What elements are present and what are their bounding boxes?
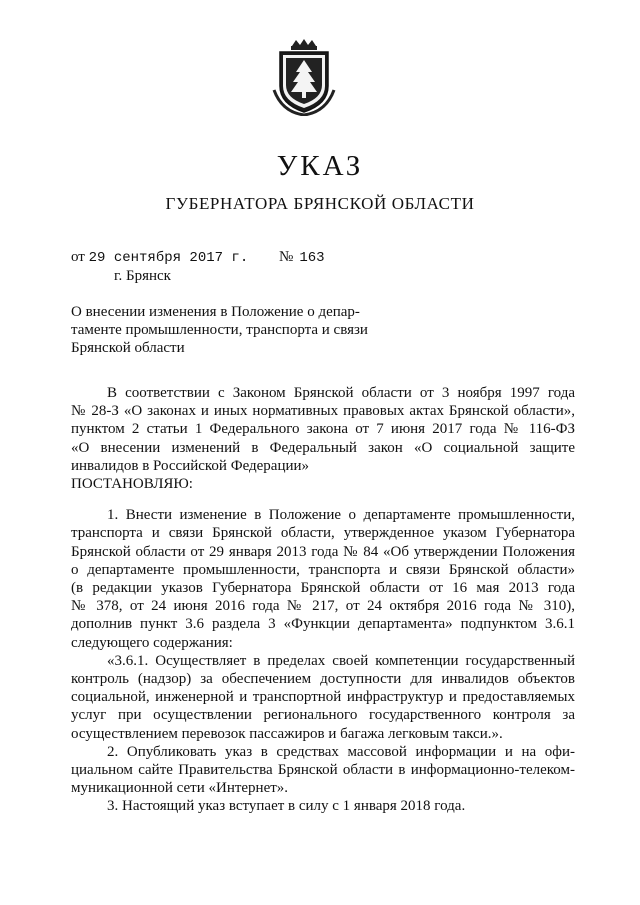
- item1-quote-line: «3.6.1. Осуществляет в пределах своей компетенции государственный: [107, 652, 575, 669]
- document-number: [279, 249, 325, 266]
- preamble-line: инвалидов в Российской Федерации»: [71, 457, 310, 474]
- item1-quote-line: социальной, инженерной и транспортной инфраструктур и предоставляемых: [71, 689, 575, 706]
- item1-line: следующего содержания:: [71, 634, 233, 651]
- item2-line: 2. Опубликовать указ в средствах массовой информации и на офи-: [107, 743, 575, 760]
- date-prefix: от: [71, 249, 85, 265]
- item3-line: 3. Настоящий указ вступает в силу с 1 января 2018 года.: [107, 798, 466, 815]
- document-subject: [71, 303, 371, 357]
- decree-word: ПОСТАНОВЛЯЮ:: [71, 476, 193, 493]
- item2-line: муникационной сети «Интернет».: [71, 780, 289, 797]
- item1-line: 1. Внести изменение в Положение о департаменте промышленности,: [107, 507, 575, 524]
- item1-quote-line: контроль (надзор) за обеспечением доступности для инвалидов объектов: [71, 671, 575, 688]
- item1-line: транспорта и связи Брянской области, утвержденное указом Губернатора: [71, 525, 575, 542]
- document-body: [71, 384, 575, 816]
- item1-line: (в редакции указов Губернатора Брянской области от 16 мая 2013 года: [71, 580, 575, 597]
- date-line: [71, 249, 325, 266]
- item1-line: дополнив пункт 3.6 раздела 3 «Функции департамента» подпунктом 3.6.1: [71, 616, 575, 633]
- item1-quote-line: осуществлением перевозок пассажиров и багажа легковым такси.».: [71, 725, 503, 742]
- item1-line: № 378, от 24 июня 2016 года № 217, от 24 октября 2016 года № 310),: [71, 598, 575, 615]
- preamble-line: «О внесении изменений в Федеральный закон «О социальной защите: [71, 439, 575, 456]
- document-subtitle: ГУБЕРНАТОРА БРЯНСКОЙ ОБЛАСТИ: [165, 194, 475, 213]
- subject-line: О внесении изменения в Положение о депар-: [71, 304, 360, 320]
- item1-line: Брянской области от 29 января 2013 года № 84 «Об утверждении Положения: [71, 543, 575, 560]
- item1-line: о департаменте промышленности, транспорта и связи Брянской области»: [71, 561, 575, 578]
- item1-quote-line: услуг при осуществлении регионального государственного контроля за: [71, 707, 575, 724]
- preamble-line: № 28-З «О законах и иных нормативных правовых актах Брянской области»,: [71, 403, 575, 420]
- document-title: УКАЗ: [276, 150, 364, 182]
- preamble-line: пунктом 2 статьи 1 Федерального закона от 7 июня 2017 года № 116-ФЗ: [71, 421, 575, 438]
- date-value: 29 сентября 2017 г.: [88, 250, 249, 266]
- preamble-line: В соответствии с Законом Брянской области от 3 ноября 1997 года: [107, 385, 575, 401]
- number-value: 163: [299, 250, 325, 266]
- subject-line: Брянской области: [71, 340, 185, 356]
- item2-line: циальном сайте Правительства Брянской области в информационно-телеком-: [71, 762, 575, 779]
- number-prefix: №: [279, 249, 294, 265]
- city-name: г. Брянск: [114, 268, 171, 284]
- subject-line: таменте промышленности, транспорта и связи: [71, 322, 368, 338]
- coat-of-arms-emblem: [272, 38, 336, 116]
